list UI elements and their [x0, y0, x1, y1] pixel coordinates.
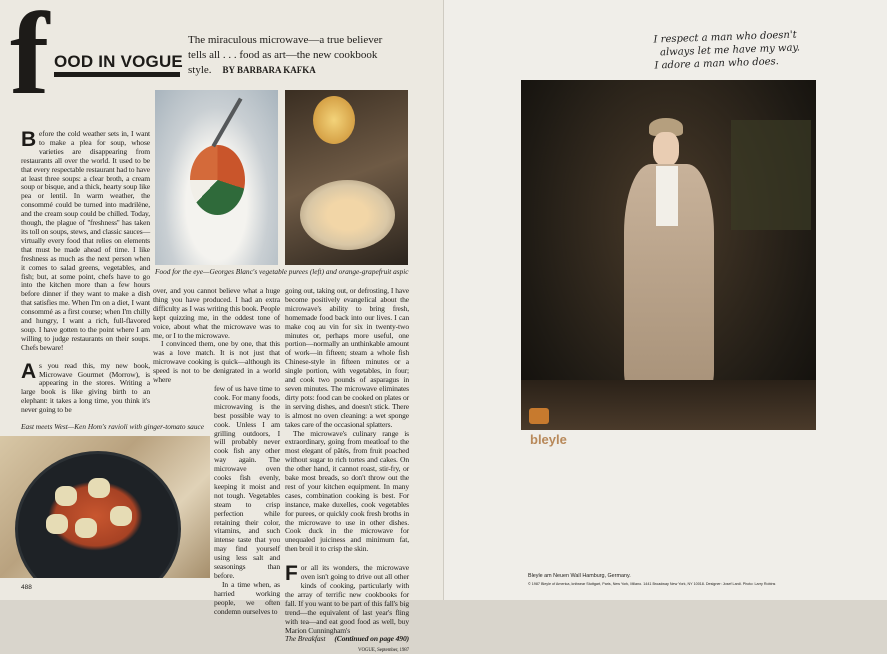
quote-line: I respect a man who doesn't: [653, 29, 797, 46]
ad-credits: © 1987 Bleyle of America, knitwear Stuttgart, Paris, New York, Milano. 1441 Broadway New York, NY 10018. Designer: Josef Lardi. Photo: Larry Robins: [528, 582, 776, 586]
photo-caption-bottom: East meets West—Ken Hom's ravioli with ginger-tomato sauce: [21, 422, 204, 432]
article-column-1: [21, 128, 204, 578]
continued-note[interactable]: (Continued on page 490): [334, 634, 409, 644]
bleyle-emblem-icon: [529, 408, 549, 424]
handwritten-quote: [653, 28, 800, 72]
paragraph: over, and you cannot believe what a huge thing you have produced. I had an extra difficulty as I was writing this book. People kept quizzing me, in the oddest tone of voice, about what the microwave was to me, or I to the microwave.: [153, 286, 280, 340]
drop-cap-a: A: [21, 359, 37, 383]
paragraph: I convinced them, one by one, that this was a love match. It is not just that microwave cooking is quick—although its speed is not to be denigrated in a world where: [153, 339, 280, 385]
ad-photo-woman: [521, 80, 816, 430]
left-page: [0, 0, 443, 654]
logo-initial: f: [10, 0, 50, 119]
byline: BY BARBARA KAFKA: [222, 65, 316, 75]
column-title: OOD IN VOGUE: [54, 52, 183, 71]
brand-logo: bleyle: [530, 432, 567, 447]
folio: VOGUE, September, 1987: [357, 648, 409, 654]
paragraph: In a time when, as harried working people, we often condemn ourselves to: [214, 579, 280, 616]
paragraph: few of us have time to cook. For many foods, microwaving is the best possible way to cook. Unless I am grilling outdoors, I will probably never cook fish any other way again. The microwave oven cooks fish evenly, keeping it moist and not tough. Vegetables steam to crisp perfection while retaining their color, vitamins, and such intense taste that you may find yourself using less salt and seasonings than before.: [214, 383, 280, 580]
article-column-2: [153, 287, 280, 617]
right-page-ad: [443, 0, 887, 600]
photo-orange-aspic: [285, 90, 408, 265]
paragraph: or all its wonders, the microwave oven isn't going to drive out all other kinds of cooking, particularly with the array of terrific new cookbooks for fall. If you want to be part of this fall's big trend—the equivalent of last year's fling with tea—and eat good food as well, buy Marion Cunningham's: [285, 563, 409, 635]
drop-cap-b: B: [21, 128, 37, 151]
paragraph: going out, taking out, or defrosting, I have become positively evangelical about the microwave's ability to bring fresh, homemade food back into our lives. I can make coq au vin for six in twenty-two minutes or, perhaps more useful, one portion—normally an unthinkable amount of work—in fifteen; steam a whole fish Chinese-style in fifteen minutes or a single portion, with vegetables, in four; and cook two pounds of asparagus in seven minutes. The microwave eliminates dirty pots: food can be cooked on plates or in serving dishes, and doesn't stick. There is almost no oven cleaning: a wet sponge takes care of the occasional splatters.: [285, 286, 409, 429]
quote-line: always let me have my way.: [659, 42, 801, 59]
drop-cap-f: F: [285, 562, 298, 586]
article-column-2-narrow: [214, 385, 280, 617]
photo-vegetable-purees: [155, 90, 278, 265]
paragraph: s you read this, my new book, Microwave Gourmet (Morrow), is appearing in the stores. Writing a large book is like giving birth to an elephant: it takes a long time, you think it's never going to be: [21, 360, 150, 415]
page-number: 488: [21, 584, 32, 591]
title-rule: [54, 72, 180, 77]
dek: [188, 33, 383, 78]
paragraph: The microwave's culinary range is extraordinary, going from meatloaf to the most elegant of pâtés, from fruit poached without sugar to rich tortes and cakes. On the other hand, it cannot roast, stir-fry, or bake most breads, so don't throw out the rest of your kitchen equipment. In many cases, combination cooking is best. For instance, make duxelles, cook vegetables for purees, or quickly cook fresh broths in the microwave to use in other dishes. Cook duck in the microwave for unequaled juiciness and minimum fat, then broil it to crisp the skin.: [285, 428, 409, 554]
book-title: The Breakfast: [285, 634, 326, 644]
paragraph: efore the cold weather sets in, I want to make a plea for soup, whose varieties are disappearing from restaurants all over the world. It used to be that every respectable restaurant had to have at least three soups: a clear broth, a cream soup or bisque, and a thick, hearty soup like pea or lentil. In warm weather, the consommé could be turned into madrilène, and the cream soup could be chilled. Today, though, the plague of ''freshness'' has taken its toll on soups, stews, and classic sauces—virtually every food that relies on elements that must be made ahead of time. I like freshness as much as the next person when it comes to salad greens, vegetables, and fish; but, at some point, chefs have to go into the kitchen more than a few hours before dinner if they want to make a dish that satisfies me. When I'm on a diet, I want consommé as a first course; when I'm chilly and hungry, I want a rich, full-flavored soup. I have gotten to the point where I am willing to judge restaurants on their soups. Chefs beware!: [21, 129, 150, 352]
article-column-3: [285, 286, 409, 654]
photo-caption-top: Food for the eye—Georges Blanc's vegetable purees (left) and orange-grapefruit aspic: [155, 267, 409, 276]
ad-address: Bleyle am Neuen Wall Hamburg, Germany.: [528, 573, 631, 579]
dek-text: The miraculous microwave—a true believer tells all . . . food as art—the new cookbook style.: [188, 34, 383, 76]
quote-line: I adore a man who does.: [654, 56, 780, 72]
